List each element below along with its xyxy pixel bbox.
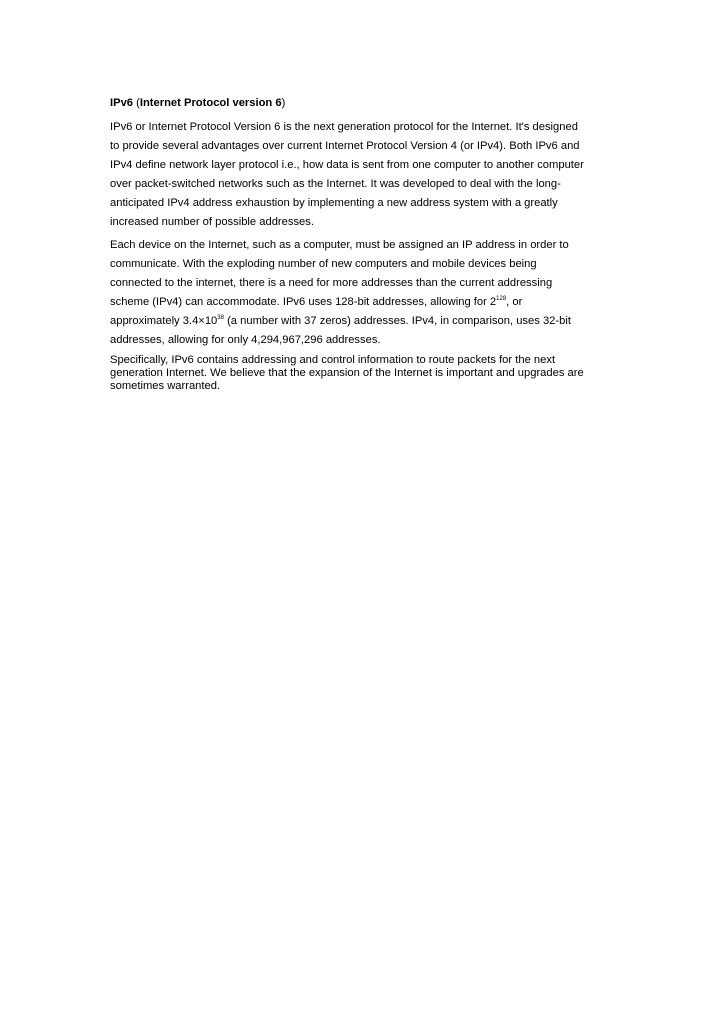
paragraph-intro — [110, 118, 620, 232]
paragraph-conclusion — [110, 354, 620, 393]
document-page — [110, 96, 620, 393]
paragraph-line: to provide several advantages over current Internet Protocol Version 4 (or IPv4). Both IPv6 and — [110, 140, 580, 152]
paragraph-line: addresses, allowing for only 4,294,967,296 addresses. — [110, 334, 381, 346]
paragraph-line — [110, 293, 620, 312]
paragraph-line: generation Internet. We believe that the expansion of the Internet is important and upgrades are — [110, 367, 584, 379]
heading-close-paren: ) — [281, 97, 286, 109]
line-text: scheme (IPv4) can accommodate. IPv6 uses 128-bit addresses, allowing for 2 — [110, 296, 497, 308]
heading-abbrev: IPv6 — [110, 97, 134, 109]
paragraph-line: Specifically, IPv6 contains addressing and control information to route packets for the next — [110, 354, 556, 366]
line-text: , or — [506, 296, 523, 308]
paragraph-line: IPv4 define network layer protocol i.e., how data is sent from one computer to another computer — [110, 159, 584, 171]
paragraph-line: IPv6 or Internet Protocol Version 6 is the next generation protocol for the Internet. It's designed — [110, 121, 578, 133]
paragraph-line: Each device on the Internet, such as a computer, must be assigned an IP address in order to — [110, 239, 569, 251]
heading-full-name: Internet Protocol version 6 — [139, 97, 282, 109]
paragraph-line: over packet-switched networks such as the Internet. It was developed to deal with the long- — [110, 178, 561, 190]
line-text: (a number with 37 zeros) addresses. IPv4, in comparison, uses 32-bit — [223, 315, 571, 327]
paragraph-line: connected to the internet, there is a need for more addresses than the current addressing — [110, 277, 553, 289]
paragraph-line: communicate. With the exploding number of new computers and mobile devices being — [110, 258, 537, 270]
paragraph-line — [110, 312, 620, 331]
exponent-38: 38 — [217, 315, 224, 321]
paragraph-line: increased number of possible addresses. — [110, 216, 314, 228]
document-heading — [110, 96, 620, 110]
line-text: approximately 3.4×10 — [110, 315, 218, 327]
paragraph-line: sometimes warranted. — [110, 380, 221, 392]
exponent-128: 128 — [496, 296, 507, 302]
paragraph-line: anticipated IPv4 address exhaustion by implementing a new address system with a greatly — [110, 197, 558, 209]
heading-open-paren: ( — [133, 97, 140, 109]
paragraph-addressing — [110, 236, 620, 350]
